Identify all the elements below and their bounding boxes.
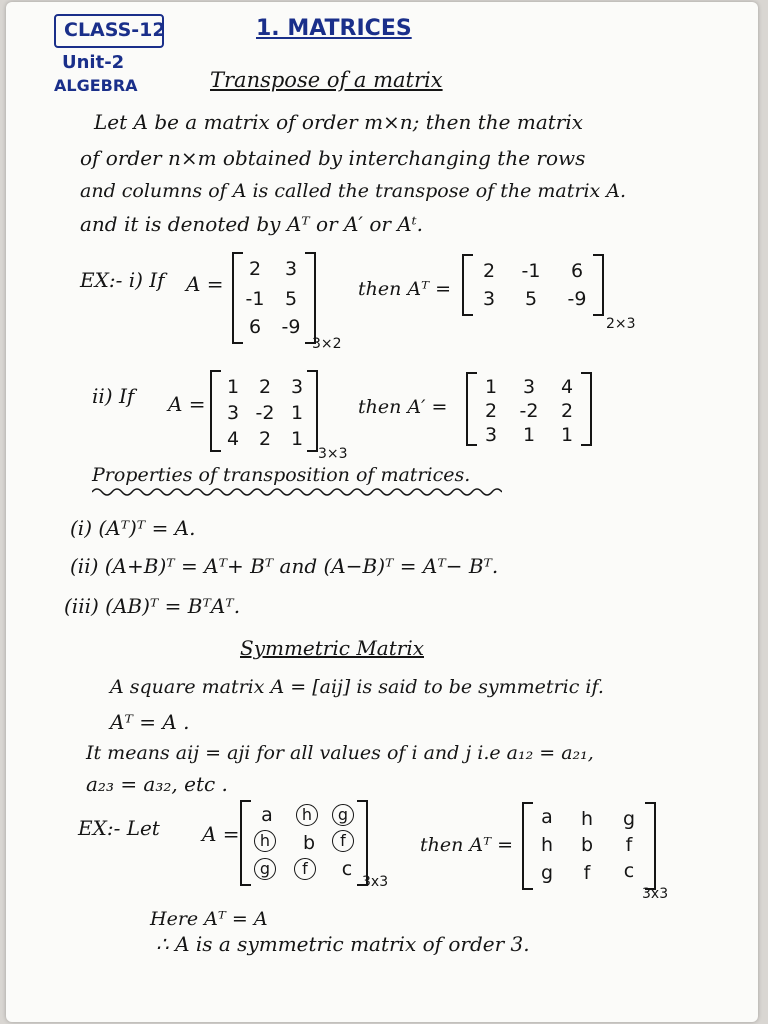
example-1-matrix-a-transpose [462, 254, 604, 316]
symmetric-line-2: Aᵀ = A . [110, 710, 190, 734]
properties-heading: Properties of transposition of matrices. [92, 464, 471, 486]
matrix-cell: -9 [281, 316, 301, 338]
matrix-cell: f [583, 862, 591, 884]
matrix-cell: -9 [567, 288, 587, 310]
matrix-cell: h [540, 834, 554, 856]
matrix-cell: 4 [226, 428, 240, 450]
example-1-then: then Aᵀ = [358, 278, 452, 300]
symmetric-line-1: A square matrix A = [aij] is said to be symmetric if. [110, 676, 604, 698]
matrix-cell: 1 [522, 424, 536, 446]
definition-line-1: Let A be a matrix of order m×n; then the matrix [94, 110, 584, 134]
matrix-cell: 5 [284, 288, 298, 310]
example-2-label: ii) If [92, 384, 135, 408]
chapter-title: 1. MATRICES [256, 16, 412, 41]
matrix-cell: 2 [482, 260, 496, 282]
matrix-cell: a [541, 806, 553, 828]
symmetric-line-4: a₂₃ = a₃₂, etc . [86, 772, 228, 796]
example-2-a-equals: A = [168, 392, 206, 416]
class-label-box [54, 14, 164, 48]
symmetric-line-3: It means aij = aji for all values of i and j i.e a₁₂ = a₂₁, [86, 742, 594, 764]
matrix-cell: 2 [258, 428, 272, 450]
symmetric-matrix-a-transpose [522, 802, 656, 890]
matrix-cell: c [341, 858, 353, 880]
matrix-cell: 2 [560, 400, 574, 422]
wavy-underline [92, 486, 502, 498]
matrix-cell-circled: f [294, 858, 316, 880]
matrix-cell: c [623, 860, 635, 882]
matrix-cell: g [540, 862, 554, 884]
matrix-cell: 3 [290, 376, 304, 398]
symmetric-example-then: then Aᵀ = [420, 834, 514, 856]
matrix-cell: -2 [255, 402, 275, 424]
example-2-matrix-a [210, 370, 318, 452]
matrix-cell: 2 [484, 400, 498, 422]
matrix-cell: 6 [570, 260, 584, 282]
here-line: Here Aᵀ = A [150, 908, 268, 930]
matrix-cell-circled: h [296, 804, 318, 826]
symmetric-heading: Symmetric Matrix [240, 636, 424, 660]
matrix-cell: -1 [245, 288, 265, 310]
matrix-cell: 3 [482, 288, 496, 310]
matrix-cell: 5 [524, 288, 538, 310]
example-2-order-a: 3×3 [318, 446, 348, 462]
matrix-cell: h [580, 808, 594, 830]
symmetric-order-a-transpose: 3x3 [642, 886, 669, 902]
example-2-matrix-a-transpose [466, 372, 592, 446]
matrix-cell: 1 [484, 376, 498, 398]
matrix-cell: 1 [290, 402, 304, 424]
notebook-page [6, 2, 758, 1022]
matrix-cell: f [625, 834, 633, 856]
definition-line-4: and it is denoted by Aᵀ or A′ or Aᵗ. [80, 212, 424, 236]
matrix-cell: a [261, 804, 273, 826]
matrix-cell: 6 [248, 316, 262, 338]
matrix-cell-circled: g [254, 858, 276, 880]
matrix-cell: 3 [226, 402, 240, 424]
example-1-matrix-a [232, 252, 316, 344]
matrix-cell: 1 [226, 376, 240, 398]
example-1-order-a: 3×2 [312, 336, 342, 352]
property-2: (ii) (A+B)ᵀ = Aᵀ+ Bᵀ and (A−B)ᵀ = Aᵀ− Bᵀ. [70, 554, 499, 578]
conclusion-line: ∴ A is a symmetric matrix of order 3. [156, 932, 530, 956]
matrix-cell-circled: g [332, 804, 354, 826]
matrix-cell: 1 [290, 428, 304, 450]
matrix-cell: 3 [484, 424, 498, 446]
definition-line-3: and columns of A is called the transpose of the matrix A. [80, 180, 627, 202]
matrix-cell: 3 [284, 258, 298, 280]
matrix-cell: b [580, 834, 594, 856]
example-2-then: then A′ = [358, 396, 448, 418]
symmetric-matrix-a [240, 800, 368, 886]
property-3: (iii) (AB)ᵀ = BᵀAᵀ. [64, 594, 241, 618]
example-1-order-a-transpose: 2×3 [606, 316, 636, 332]
definition-line-2: of order n×m obtained by interchanging the rows [80, 146, 586, 170]
transpose-heading: Transpose of a matrix [210, 68, 443, 92]
subject-label: ALGEBRA [54, 76, 138, 95]
class-label: CLASS-12 [64, 19, 166, 41]
matrix-cell: g [622, 808, 636, 830]
matrix-cell: -2 [519, 400, 539, 422]
matrix-cell: 2 [248, 258, 262, 280]
matrix-cell: -1 [521, 260, 541, 282]
matrix-cell: 4 [560, 376, 574, 398]
matrix-cell-circled: f [332, 830, 354, 852]
unit-label: Unit-2 [62, 52, 125, 73]
property-1: (i) (Aᵀ)ᵀ = A. [70, 516, 196, 540]
symmetric-example-a-equals: A = [202, 822, 240, 846]
symmetric-order-a: 3x3 [362, 874, 389, 890]
matrix-cell: 3 [522, 376, 536, 398]
symmetric-example-label: EX:- Let [78, 816, 160, 840]
matrix-cell-circled: h [254, 830, 276, 852]
matrix-cell: 2 [258, 376, 272, 398]
matrix-cell: 1 [560, 424, 574, 446]
example-1-label: EX:- i) If [80, 268, 165, 292]
example-1-a-equals: A = [186, 272, 224, 296]
matrix-cell: b [302, 832, 316, 854]
